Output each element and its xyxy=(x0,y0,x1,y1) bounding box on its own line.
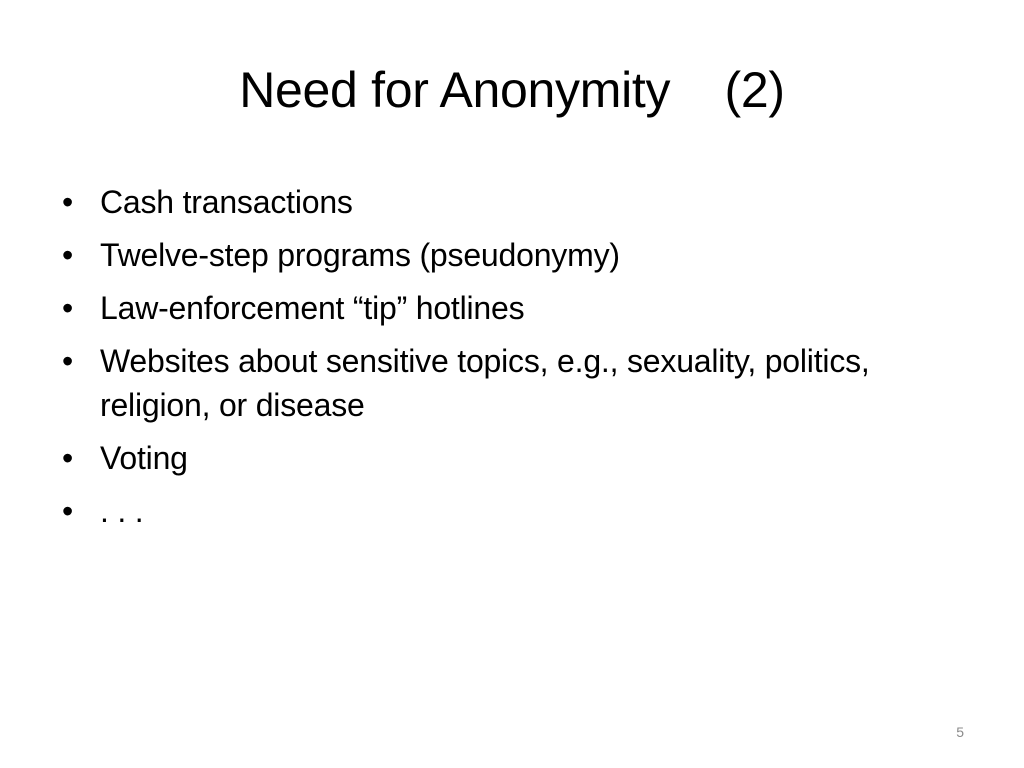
bullet-text: Twelve-step programs (pseudonymy) xyxy=(100,237,620,273)
bullet-item xyxy=(62,339,942,427)
bullet-icon: • xyxy=(62,493,74,529)
bullet-text: Voting xyxy=(100,440,188,476)
slide-title: Need for Anonymity (2) xyxy=(239,62,785,118)
bullet-text: Websites about sensitive topics, e.g., sexuality, politics, religion, or disease xyxy=(100,343,870,423)
bullet-text: Cash transactions xyxy=(100,184,353,220)
slide-number: 5 xyxy=(956,724,964,740)
bullet-item xyxy=(62,180,942,224)
bullet-list xyxy=(62,180,942,542)
bullet-item xyxy=(62,489,942,533)
bullet-icon: • xyxy=(62,343,74,379)
bullet-item xyxy=(62,286,942,330)
bullet-item xyxy=(62,233,942,277)
bullet-icon: • xyxy=(62,237,74,273)
bullet-icon: • xyxy=(62,184,74,220)
bullet-item xyxy=(62,436,942,480)
bullet-icon: • xyxy=(62,440,74,476)
bullet-text: . . . xyxy=(100,493,144,529)
bullet-icon: • xyxy=(62,290,74,326)
bullet-text: Law-enforcement “tip” hotlines xyxy=(100,290,525,326)
